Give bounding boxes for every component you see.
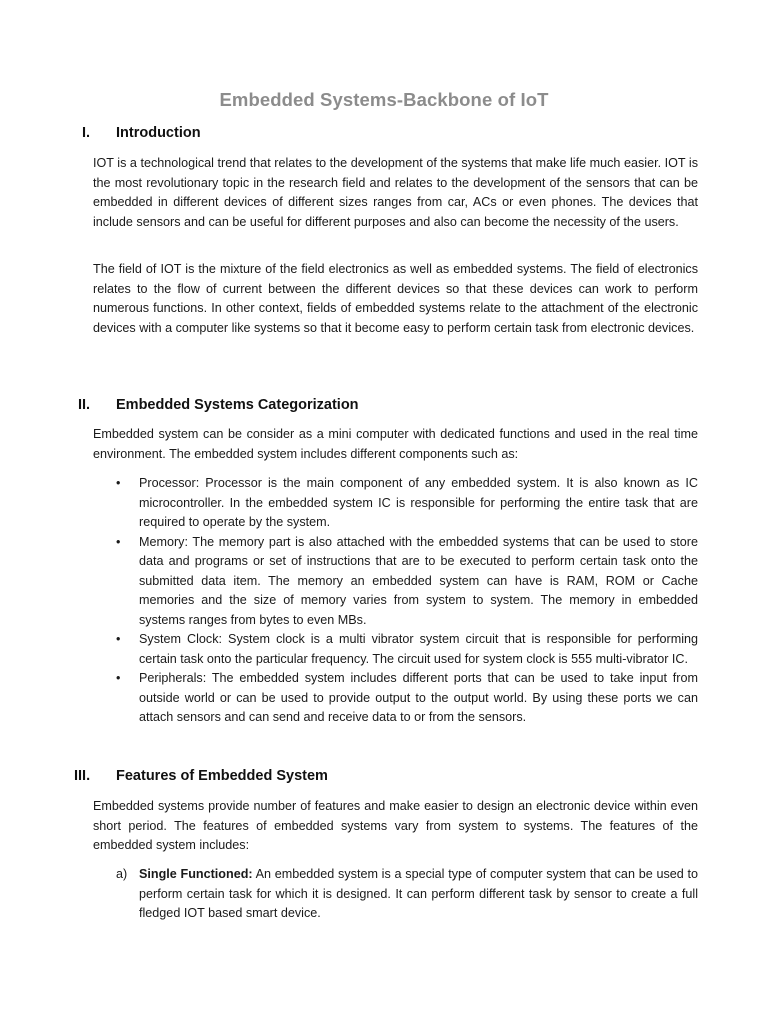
bullet-icon: • [116, 671, 121, 685]
list-item [0, 474, 768, 533]
section-number: III. [74, 768, 91, 784]
list-item [0, 669, 768, 728]
list-item-label: a) [116, 867, 128, 881]
paragraph: Embedded systems provide number of features and make easier to design an electronic device within even short period. The features of embedded systems vary from system to systems. The features of the embedded system includes: [93, 799, 698, 852]
section-title: Features of Embedded System [116, 768, 328, 784]
feature-term: Single Functioned: [139, 867, 253, 881]
section-title: Introduction [116, 125, 201, 141]
feature-description: An embedded system is a special type of computer system that can be used to perform certain task for which it is designed. It can perform different task by sensor to create a full fledged IOT based smart device. [139, 867, 699, 920]
list-item [0, 865, 768, 924]
paragraph: Embedded system can be consider as a mini computer with dedicated functions and used in the real time environment. The embedded system includes different components such as: [93, 427, 698, 461]
list-item [0, 533, 768, 631]
paragraph: IOT is a technological trend that relates to the development of the systems that make life much easier. IOT is the most revolutionary topic in the research field and relates to the development of the sensors that can be embedded in different devices of different sizes ranges from car, ACs or even phones. The devices that include sensors and can be useful for different purposes and also can become the necessity of the users. [93, 156, 698, 229]
list-item-text: Memory: The memory part is also attached with the embedded systems that can be used to store data and programs or set of instructions that are to be executed to perform certain task onto the submitted data item. The memory an embedded system can have is RAM, ROM or Cache memories and the size of memory varies from system to system. The memory in embedded systems ranges from bytes to even MBs. [139, 534, 698, 627]
bullet-icon: • [116, 476, 121, 490]
document-title: Embedded Systems-Backbone of IoT [219, 89, 549, 110]
bullet-icon: • [116, 534, 121, 549]
bullet-icon: • [116, 632, 121, 646]
section-title: Embedded Systems Categorization [116, 397, 359, 413]
component-list [0, 474, 768, 728]
feature-list [0, 865, 768, 924]
list-item [0, 630, 768, 669]
list-item-text: System Clock: System clock is a multi vibrator system circuit that is responsible for performing certain task onto the particular frequency. The circuit used for system clock is 555 multi-vibrator IC. [139, 632, 698, 666]
list-item-text: Peripherals: The embedded system includes different ports that can be used to take input from outside world or can be used to provide output to the output world. By using these ports we can attach sensors and can send and receive data to or from the sensors. [139, 671, 698, 724]
section-number: II. [78, 397, 91, 413]
list-item-text: Processor: Processor is the main component of any embedded system. It is also known as IC microcontroller. In the embedded system IC is responsible for performing the entire task that are required to operate by the system. [139, 476, 698, 529]
paragraph: The field of IOT is the mixture of the field electronics as well as embedded systems. The field of electronics relates to the flow of current between the different devices so that these devices can work to perform numerous functions. In other context, fields of embedded systems relate to the attachment of the electronic devices with a computer like systems so that it become easy to perform certain task from electronic devices. [93, 262, 698, 335]
list-item-text [139, 865, 698, 924]
section-number: I. [82, 125, 91, 141]
